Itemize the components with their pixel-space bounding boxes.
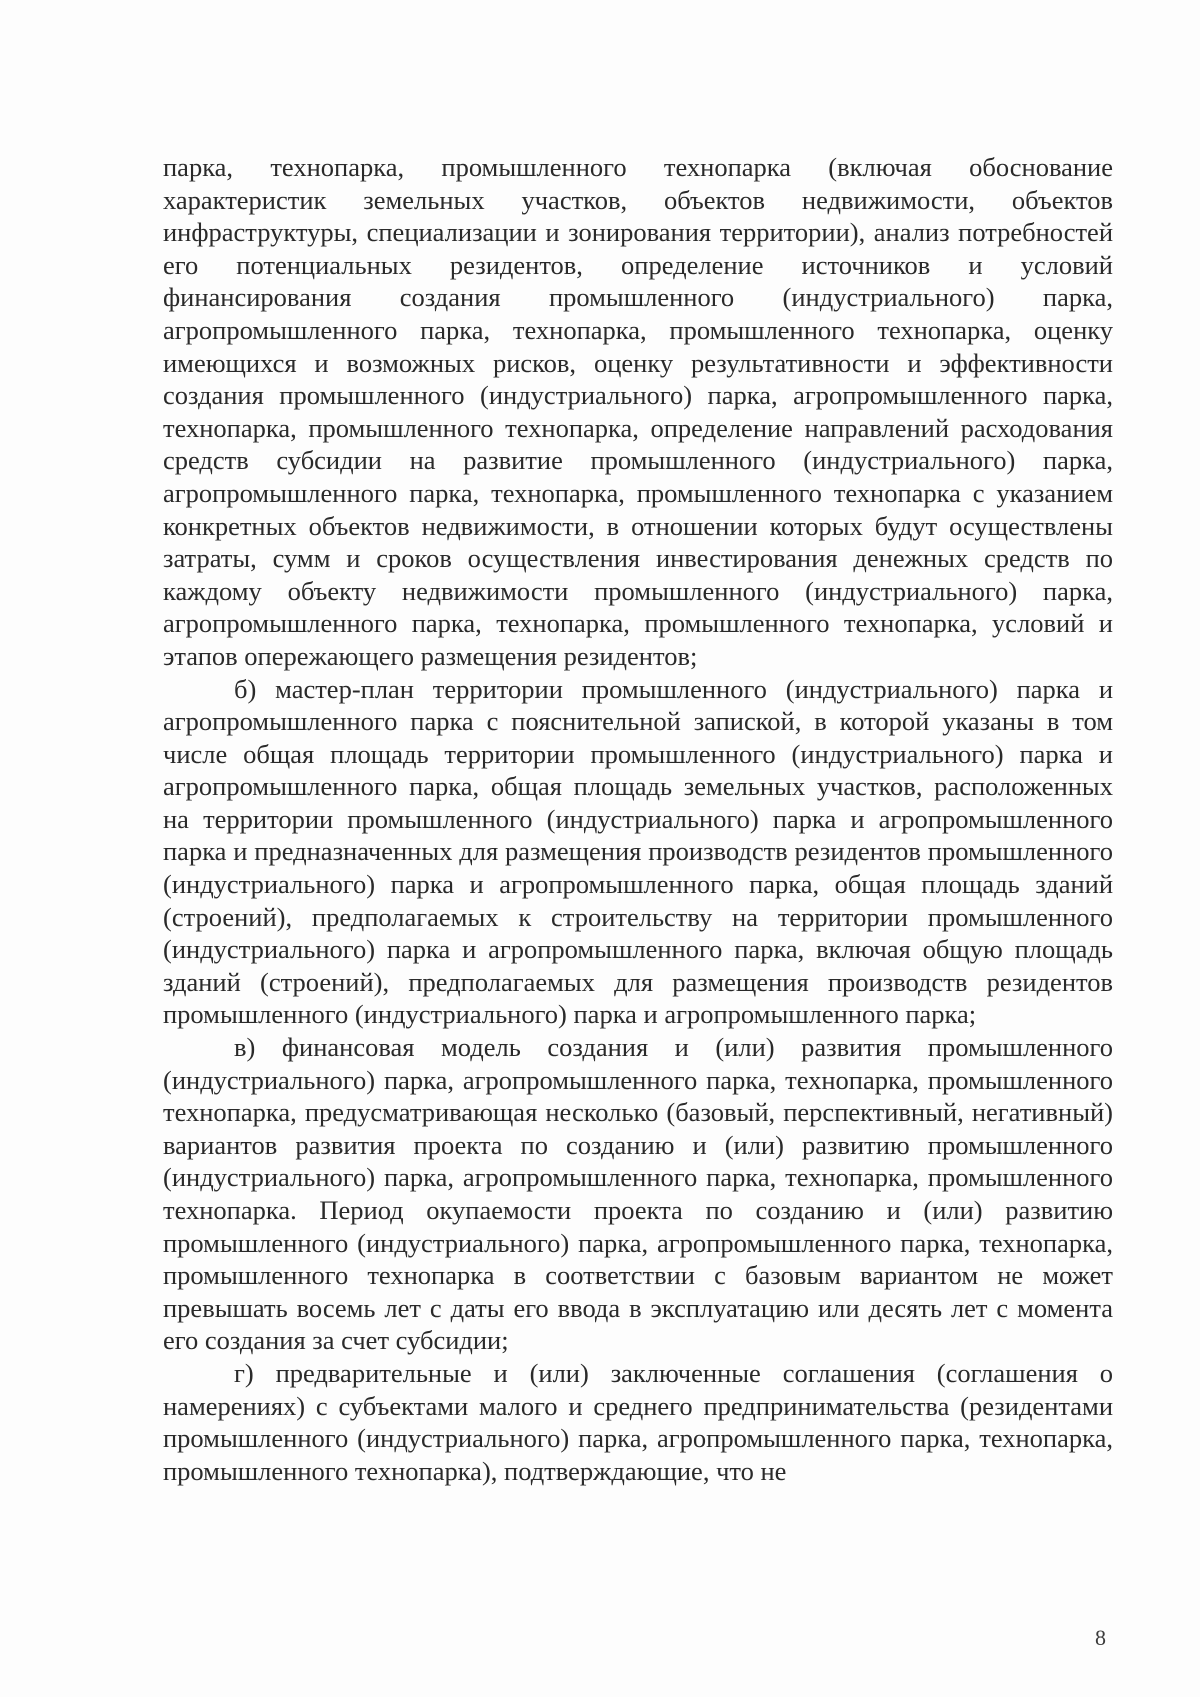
paragraph-item-g: г) предварительные и (или) заключенные соглашения (соглашения о намерениях) с субъектами малого и среднего предпринимательства (резидентами промышленного (индустриального) парка, агропромышленного парка, технопарка, промышленного технопарка), подтверждающие, что не (163, 1357, 1113, 1486)
paragraph-continuation: парка, технопарка, промышленного технопарка (включая обоснование характеристик земельных участков, объектов недвижимости, объектов инфраструктуры, специализации и зонирования территории), анализ потребностей его потенциальных резидентов, определение источников и условий финансирования создания промышленного (индустриального) парка, агропромышленного парка, технопарка, промышленного технопарка, оценку имеющихся и возможных рисков, оценку результативности и эффективности создания промышленного (индустриального) парка, агропромышленного парка, технопарка, промышленного технопарка, определение направлений расходования средств субсидии на развитие промышленного (индустриального) парка, агропромышленного парка, технопарка, промышленного технопарка с указанием конкретных объектов недвижимости, в отношении которых будут осуществлены затраты, сумм и сроков осуществления инвестирования денежных средств по каждому объекту недвижимости промышленного (индустриального) парка, агропромышленного парка, технопарка, промышленного технопарка, условий и этапов опережающего размещения резидентов; (163, 152, 1113, 671)
page-number: 8 (1095, 1625, 1106, 1650)
paragraph-item-v: в) финансовая модель создания и (или) развития промышленного (индустриального) парка, агропромышленного парка, технопарка, промышленного технопарка, предусматривающая несколько (базовый, перспективный, негативный) вариантов развития проекта по созданию и (или) развитию промышленного (индустриального) парка, агропромышленного парка, технопарка, промышленного технопарка. Период окупаемости проекта по созданию и (или) развитию промышленного (индустриального) парка, агропромышленного парка, технопарка, промышленного технопарка в соответствии с базовым вариантом не может превышать восемь лет с даты его ввода в эксплуатацию или десять лет с момента его создания за счет субсидии; (163, 1032, 1113, 1356)
paragraph-item-b: б) мастер-план территории промышленного (индустриального) парка и агропромышленного парка с пояснительной запиской, в которой указаны в том числе общая площадь территории промышленного (индустриального) парка и агропромышленного парка, общая площадь земельных участков, расположенных на территории промышленного (индустриального) парка и агропромышленного парка и предназначенных для размещения производств резидентов промышленного (индустриального) парка и агропромышленного парка, общая площадь зданий (строений), предполагаемых к строительству на территории промышленного (индустриального) парка и агропромышленного парка, включая общую площадь зданий (строений), предполагаемых для размещения производств резидентов промышленного (индустриального) парка и агропромышленного парка; (163, 673, 1113, 1030)
document-body (163, 151, 1113, 1487)
